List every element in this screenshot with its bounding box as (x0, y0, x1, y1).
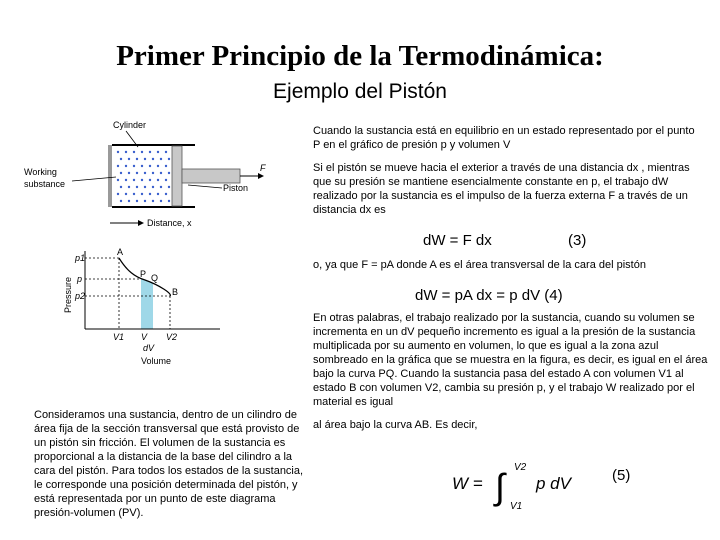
volume-axis-label: Volume (141, 356, 172, 366)
substance-dot (152, 200, 154, 202)
substance-dot (149, 151, 151, 153)
substance-dot (165, 165, 167, 167)
piston-leader (188, 185, 222, 188)
equation-3-number: (3) (568, 232, 587, 249)
cylinder-label: Cylinder (113, 120, 147, 130)
substance-dot (141, 151, 143, 153)
working-substance-dots (117, 151, 170, 202)
p-label: p (77, 274, 83, 284)
substance-dot (152, 158, 154, 160)
substance-dot (149, 193, 151, 195)
pressure-axis-label: Pressure (63, 276, 73, 313)
substance-dot (149, 165, 151, 167)
substance-dot (117, 151, 119, 153)
substance-dot (133, 165, 135, 167)
v2-label: V2 (166, 332, 178, 342)
integral-lower-limit: V1 (510, 501, 523, 512)
slide-title: Primer Principio de la Termodinámica: (116, 40, 604, 72)
working-label-1: Working (24, 167, 57, 177)
substance-dot (128, 200, 130, 202)
paragraph-piston-moves: Si el pistón se mueve hacia el exterior a través de una distancia dx , mientras que su presión se mantiene esencialmente constante en p, el trabajo dW realizado por la sustancia es el impulso de la fuerza externa F a través de un distancia dx es (313, 162, 690, 216)
substance-dot (120, 200, 122, 202)
substance-dot (128, 158, 130, 160)
substance-dot (125, 151, 127, 153)
integral-upper-limit: V2 (514, 462, 527, 473)
point-b-label: B (172, 287, 179, 297)
substance-dot (157, 179, 159, 181)
equation-3: dW = F dx (423, 232, 492, 249)
integral-lhs: W = (452, 474, 483, 493)
substance-dot (165, 151, 167, 153)
point-a-label: A (117, 247, 124, 257)
substance-dot (160, 200, 162, 202)
substance-dot (157, 151, 159, 153)
paragraph-area-ab: al área bajo la curva AB. Es decir, (313, 419, 478, 431)
piston-rod (182, 169, 240, 183)
paragraph-setup: Consideramos una sustancia, dentro de un cilindro de área fija de la sección transversal que está provisto de un pistón sin fricción. El volumen de la sustancia es proporcional a la distancia de la base del cilindro a la cara del pistón. Para todos los estados de la sustancia, le corresponde una posición determinada del pistón, y está representada por un punto de este diagrama presión-volumen (PV). (34, 409, 304, 519)
substance-dot (117, 193, 119, 195)
equation-4: dW = pA dx = p dV (4) (415, 287, 563, 304)
substance-dot (141, 165, 143, 167)
piston-label: Piston (223, 183, 249, 193)
substance-dot (128, 172, 130, 174)
substance-dot (136, 186, 138, 188)
substance-dot (125, 179, 127, 181)
p1-label: p1 (75, 253, 86, 263)
substance-dot (136, 200, 138, 202)
distance-label: Distance, x (147, 218, 192, 228)
substance-dot (144, 172, 146, 174)
substance-dot (133, 193, 135, 195)
substance-dot (117, 165, 119, 167)
substance-dot (157, 193, 159, 195)
substance-dot (125, 165, 127, 167)
substance-dot (141, 193, 143, 195)
pv-diagram (55, 243, 230, 371)
distance-arrowhead (138, 220, 144, 226)
shaded-work-area (141, 279, 153, 329)
substance-dot (157, 165, 159, 167)
paragraph-force-area: o, ya que F = pA donde A es el área transversal de la cara del pistón (313, 259, 646, 271)
piston-head (172, 146, 182, 206)
substance-dot (152, 172, 154, 174)
substance-dot (165, 193, 167, 195)
substance-dot (120, 158, 122, 160)
substance-dot (165, 179, 167, 181)
substance-dot (136, 158, 138, 160)
substance-dot (144, 186, 146, 188)
substance-dot (160, 186, 162, 188)
integral-integrand: p dV (536, 474, 571, 493)
substance-dot (128, 186, 130, 188)
v-label: V (141, 332, 148, 342)
integral-sign: ∫ (495, 466, 505, 507)
substance-dot (133, 179, 135, 181)
cylinder-base-wall (108, 145, 112, 207)
substance-dot (160, 172, 162, 174)
v1-label: V1 (113, 332, 125, 342)
substance-dot (149, 179, 151, 181)
substance-dot (120, 186, 122, 188)
paragraph-explanation: En otras palabras, el trabajo realizado por la sustancia, cuando su volumen se incrementa en un dV pequeño incremento es igual a la presión de la sustancia multiplicada por su aumento en volumen, lo que es igual a la zona azul sombreado en la gráfica que se muestra en la figura, es decir, es igual en el área bajo la curva PQ. Cuando la sustancia pasa del estado A con volumen V1 al estado B con volumen V2, cambia su presión p, y el trabajo W realizado por el material es igual (313, 312, 708, 408)
working-label-2: substance (24, 179, 66, 189)
dv-label: dV (143, 343, 155, 353)
force-arrowhead (258, 173, 264, 179)
equation-5-number: (5) (612, 467, 631, 484)
p2-label: p2 (75, 291, 86, 301)
substance-dot (168, 200, 170, 202)
substance-dot (160, 158, 162, 160)
substance-dot (117, 179, 119, 181)
point-q-label: Q (151, 273, 159, 283)
substance-dot (168, 172, 170, 174)
substance-dot (144, 200, 146, 202)
substance-dot (120, 172, 122, 174)
substance-dot (144, 158, 146, 160)
slide-subtitle: Ejemplo del Pistón (273, 80, 447, 103)
paragraph-equilibrium: Cuando la sustancia está en equilibrio en un estado representado por el punto P en el gráfico de presión p y volumen V (313, 125, 695, 151)
piston-diagram (20, 115, 295, 235)
substance-dot (168, 158, 170, 160)
substance-dot (141, 179, 143, 181)
work-integral (450, 455, 600, 515)
substance-dot (136, 172, 138, 174)
point-p-label: P (140, 269, 147, 279)
substance-dot (168, 186, 170, 188)
substance-dot (125, 193, 127, 195)
force-label: F (260, 163, 266, 173)
substance-dot (152, 186, 154, 188)
substance-dot (133, 151, 135, 153)
